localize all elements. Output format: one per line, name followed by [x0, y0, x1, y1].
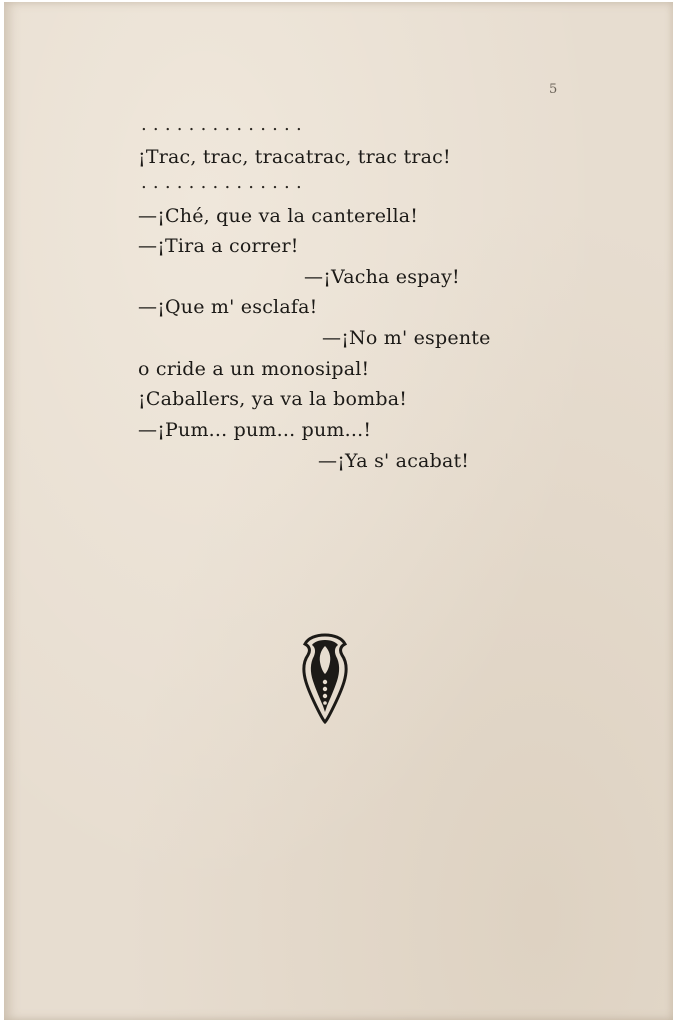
verse-line-1: ¡Trac, trac, tracatrac, trac trac! [138, 146, 451, 168]
verse-line-3: —¡Tira a correr! [138, 235, 299, 257]
ellipsis-line: .............. [141, 114, 308, 135]
vignette-ornament-icon [300, 632, 350, 724]
verse-line-2: —¡Ché, que va la canterella! [138, 205, 419, 227]
verse-line-4: —¡Vacha espay! [304, 266, 460, 288]
verse-line-9: —¡Pum... pum... pum...! [138, 419, 372, 441]
verse-line-7: o cride a un monosipal! [138, 358, 370, 380]
verse-line-10: —¡Ya s' acabat! [318, 450, 470, 472]
ellipsis-line: .............. [141, 172, 308, 193]
page-number: 5 [549, 82, 558, 97]
verse-line-5: —¡Que m' esclafa! [138, 296, 318, 318]
book-page [4, 2, 673, 1020]
verse-line-6: —¡No m' espente [322, 327, 491, 349]
verse-line-8: ¡Caballers, ya va la bomba! [138, 388, 408, 410]
